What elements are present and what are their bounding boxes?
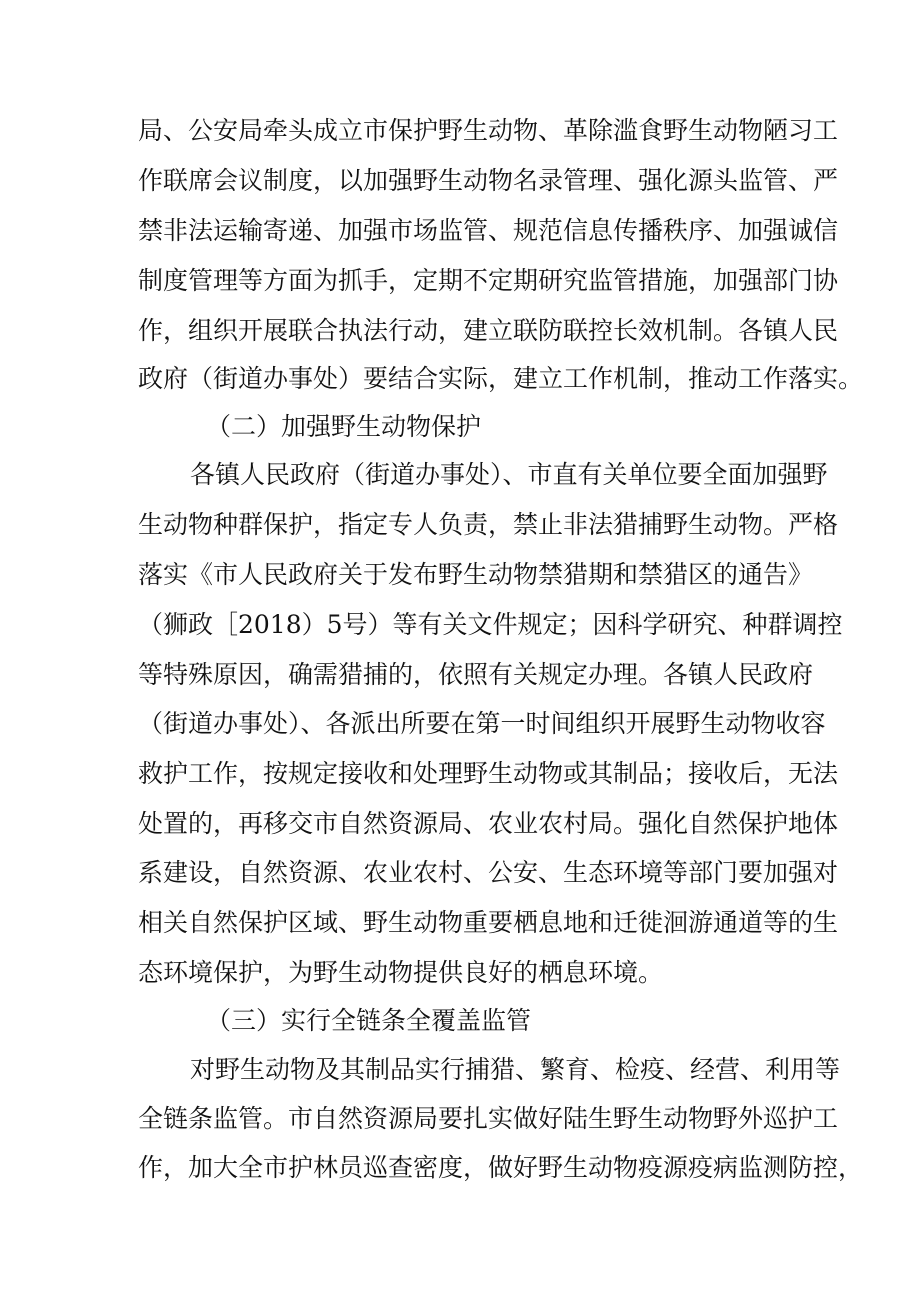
body-text-line: 相关自然保护区域、野生动物重要栖息地和迁徙洄游通道等的生 [138, 908, 839, 937]
body-text-line: 系建设，自然资源、农业农村、公安、生态环境等部门要加强对 [138, 858, 839, 887]
section-heading-2: （二）加强野生动物保护 [206, 412, 482, 441]
body-text-line: 局、公安局牵头成立市保护野生动物、革除滥食野生动物陋习工 [138, 116, 839, 145]
body-text-line: 各镇人民政府（街道办事处）、市直有关单位要全面加强野 [190, 460, 828, 489]
body-text-line: 禁非法运输寄递、加强市场监管、规范信息传播秩序、加强诚信 [138, 216, 839, 245]
body-text-line: 全链条监管。市自然资源局要扎实做好陆生野生动物野外巡护工 [138, 1104, 839, 1133]
body-text-line: 对野生动物及其制品实行捕猎、繁育、检疫、经营、利用等 [190, 1055, 841, 1084]
body-text-line: 落实《市人民政府关于发布野生动物禁猎期和禁猎区的通告》 [138, 560, 814, 589]
body-text-line: 政府（街道办事处）要结合实际，建立工作机制，推动工作落实。 [138, 364, 864, 393]
body-text-line: （狮政［2018）5号）等有关文件规定；因科学研究、种群调控 [138, 610, 843, 639]
body-text-line: 救护工作，按规定接收和处理野生动物或其制品；接收后，无法 [138, 759, 839, 788]
body-text-line: 作，加大全市护林员巡查密度，做好野生动物疫源疫病监测防控， [138, 1153, 864, 1182]
body-text-line: （街道办事处）、各派出所要在第一时间组织开展野生动物收容 [138, 709, 826, 738]
body-text-line: 制度管理等方面为抓手，定期不定期研究监管措施，加强部门协 [138, 266, 839, 295]
body-text-line: 态环境保护，为野生动物提供良好的栖息环境。 [138, 958, 664, 987]
body-text-line: 生动物种群保护，指定专人负责，禁止非法猎捕野生动物。严格 [138, 510, 839, 539]
body-text-line: 处置的，再移交市自然资源局、农业农村局。强化自然保护地体 [138, 809, 839, 838]
section-heading-3: （三）实行全链条全覆盖监管 [206, 1006, 532, 1035]
body-text-line: 等特殊原因，确需猎捕的，依照有关规定办理。各镇人民政府 [138, 660, 814, 689]
body-text-line: 作，组织开展联合执法行动，建立联防联控长效机制。各镇人民 [138, 316, 839, 345]
body-text-line: 作联席会议制度，以加强野生动物名录管理、强化源头监管、严 [138, 166, 839, 195]
